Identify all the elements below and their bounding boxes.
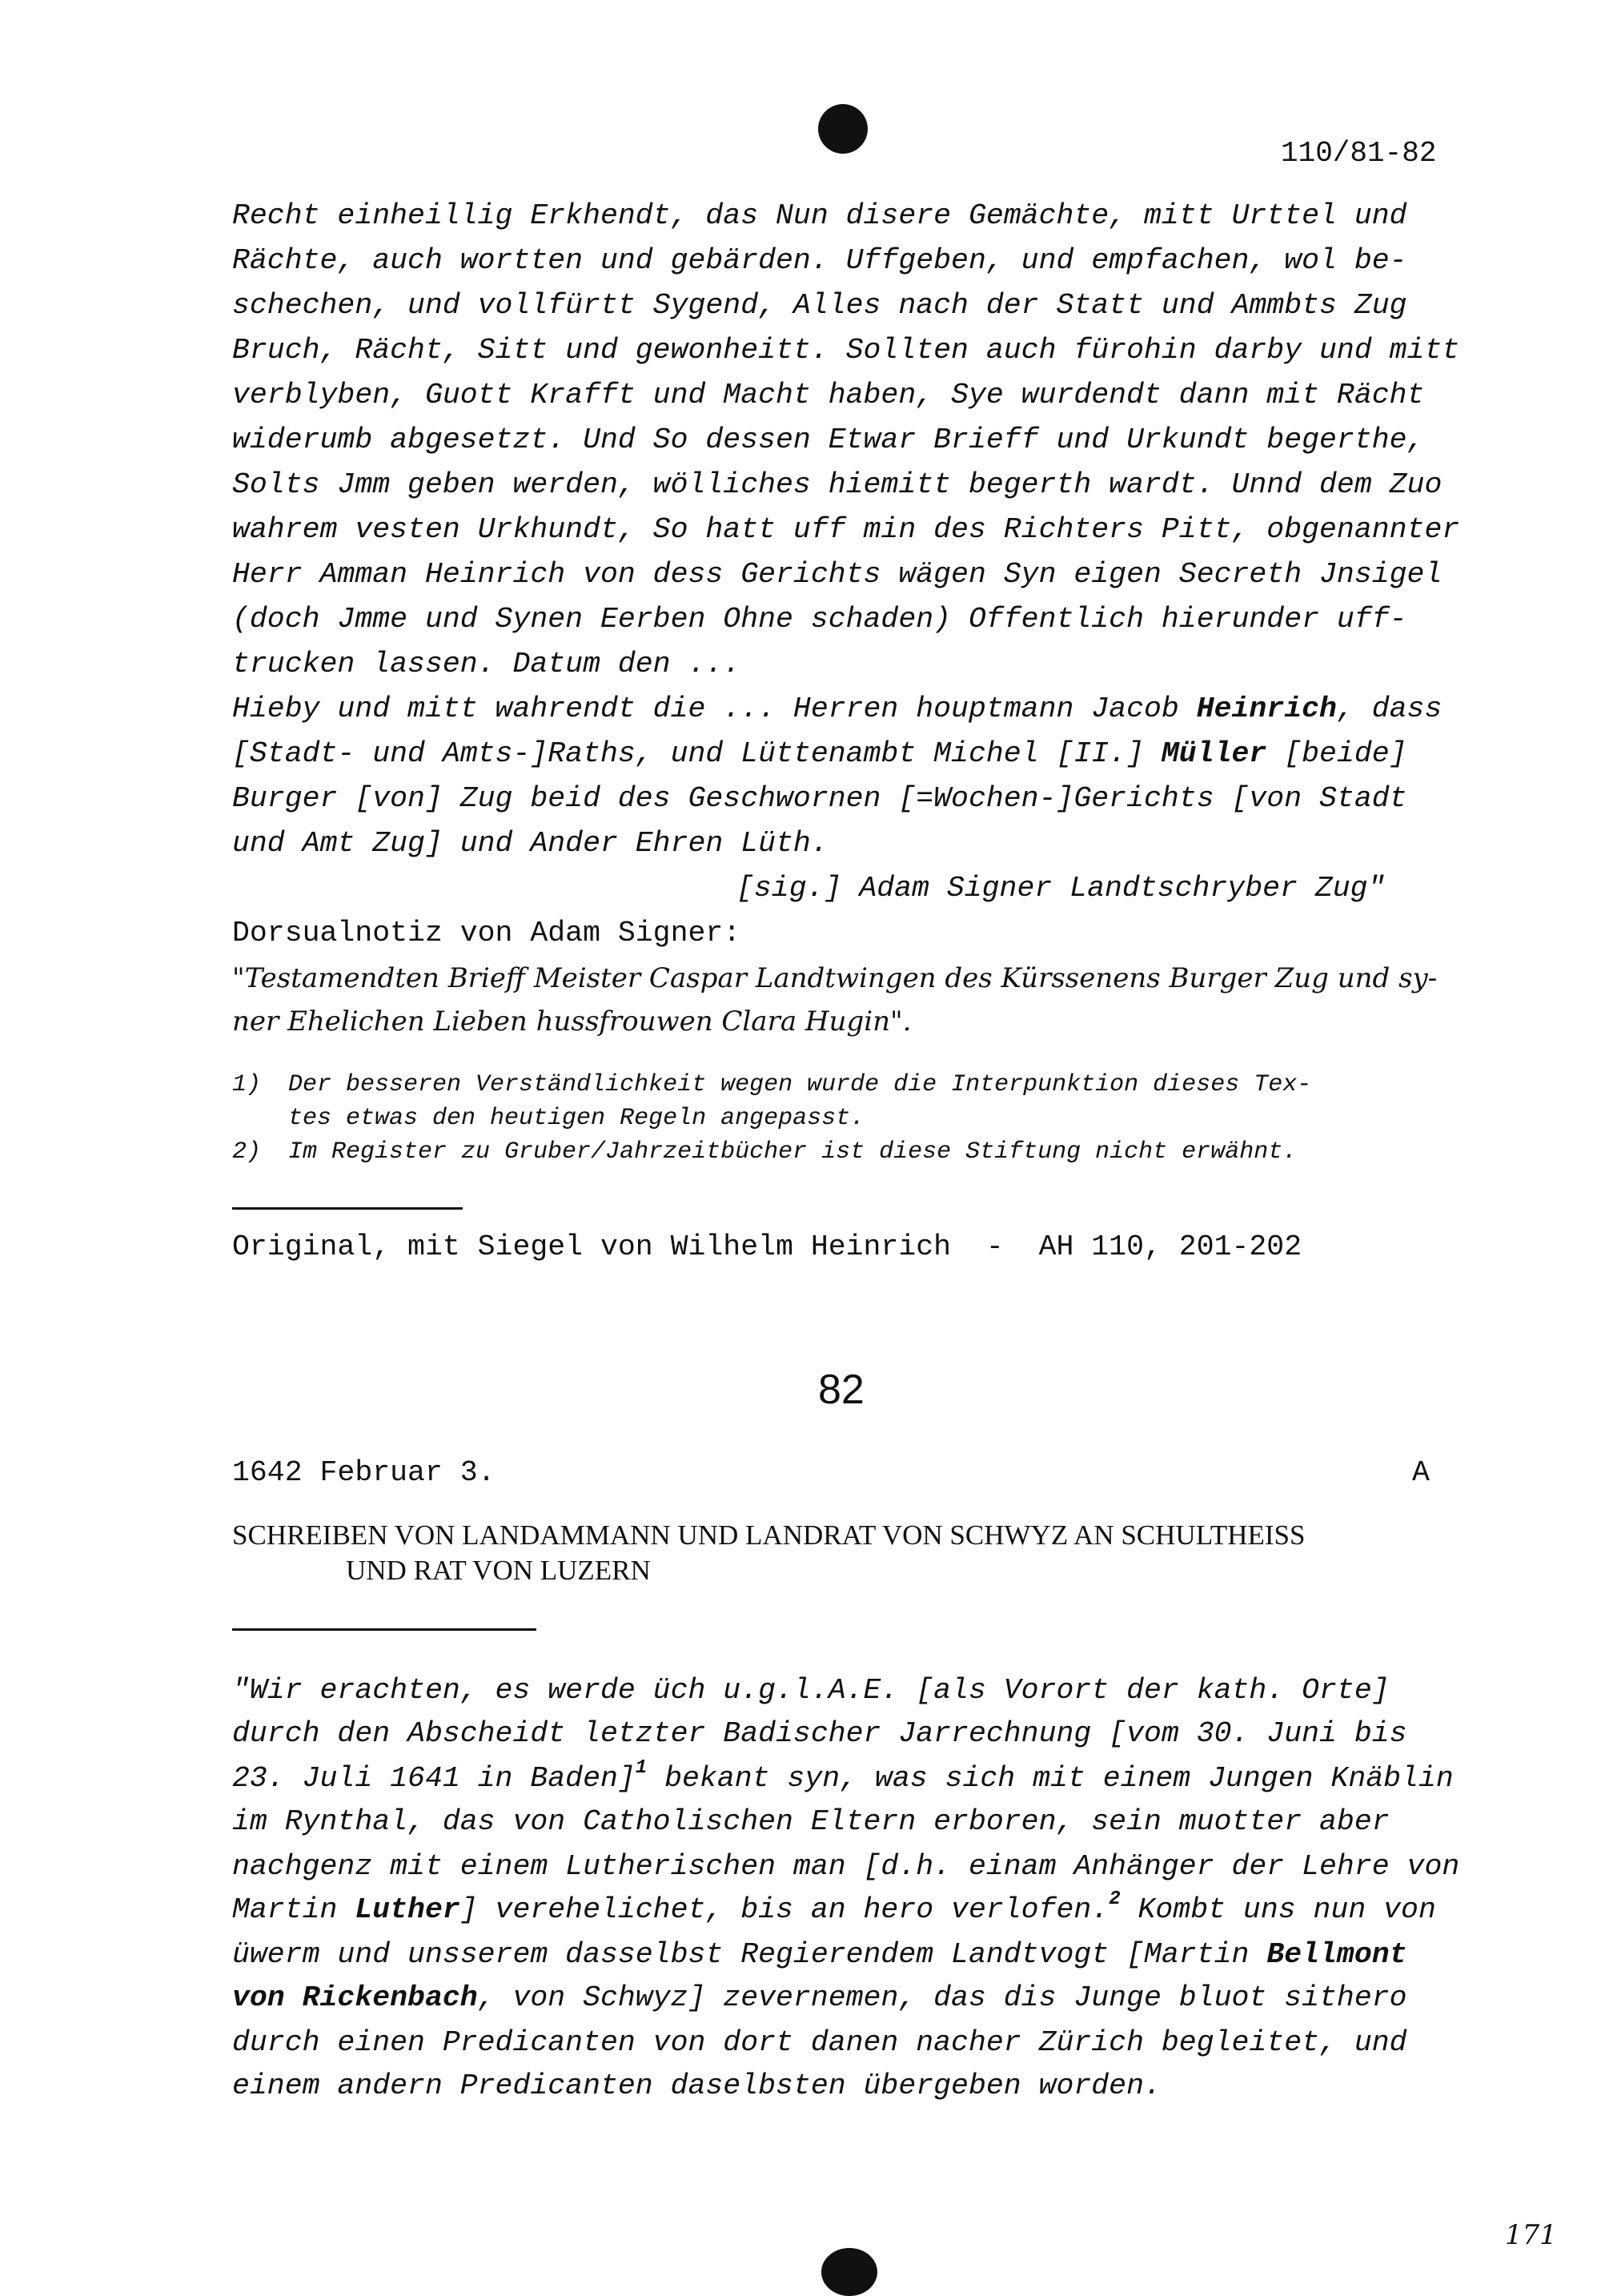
footnote-text: Im Register zu Gruber/Jahrzeitbücher ist diese Stiftung nicht erwähnt. (288, 1138, 1298, 1166)
document-heading: SCHREIBEN VON LANDAMMANN UND LANDRAT VON SCHWYZ AN SCHULTHEISS (232, 1519, 1306, 1551)
text-line: "Wir erachten, es werde üch u.g.l.A.E. [als Vorort der kath. Orte] (232, 1674, 1390, 1707)
document-date: 1642 Februar 3. (232, 1456, 496, 1489)
text-span: Kombt uns nun von (1120, 1893, 1436, 1926)
text-line: (doch Jmme und Synen Eerben Ohne schaden) Offentlich hierunder uff- (232, 603, 1407, 636)
text-span: Martin (232, 1893, 355, 1926)
text-span: [beide] (1266, 737, 1407, 770)
text-line: Solts Jmm geben werden, wölliches hiemitt begerth wardt. Unnd dem Zuo (232, 468, 1443, 501)
page-reference: 110/81-82 (1281, 137, 1437, 170)
footnote-text: tes etwas den heutigen Regeln angepasst. (288, 1105, 865, 1132)
witness-line: und Amt Zug] und Ander Ehren Lüth. (232, 827, 829, 860)
text-line: durch einen Predicanten von dort danen nacher Zürich begleitet, und (232, 2026, 1407, 2059)
document-heading: UND RAT VON LUZERN (346, 1555, 651, 1586)
footnote-ref: 1 (635, 1756, 648, 1779)
witness-line: Burger [von] Zug beid des Geschwornen [=Wochen-]Gerichts [von Stadt (232, 782, 1407, 815)
text-line: widerumb abgesetzt. Und So dessen Etwar Brieff und Urkundt begerthe, (232, 423, 1425, 456)
text-span: , dass (1336, 692, 1443, 725)
footnote-number: 1) (232, 1071, 262, 1098)
text-line: Rächte, auch wortten und gebärden. Uffgeben, und empfachen, wol be- (232, 244, 1407, 277)
text-span: 23. Juli 1641 in Baden] (232, 1762, 636, 1795)
text-line (232, 1982, 1407, 2014)
witness-line (232, 693, 1442, 725)
text-line (232, 1888, 1436, 1926)
dorsual-note-line: ner Ehelichen Lieben hussfrouwen Clara Hugin". (232, 1006, 912, 1038)
original-note: Original, mit Siegel von Wilhelm Heinrich - AH 110, 201-202 (232, 1230, 1302, 1263)
text-span: Hieby und mitt wahrendt die ... Herren houptmann Jacob (232, 692, 1197, 725)
bold-name: Bellmont (1266, 1938, 1407, 1971)
document-marker: A (1412, 1456, 1430, 1489)
bold-name: von Rickenbach (232, 1981, 478, 2014)
text-line: wahrem vesten Urkhundt, So hatt uff min des Richters Pitt, obgenannter (232, 513, 1460, 546)
text-line: im Rynthal, das von Catholischen Eltern erboren, sein muotter aber (232, 1805, 1390, 1838)
binding-mark (821, 2248, 877, 2296)
document-number: 82 (818, 1367, 865, 1413)
text-line: einem andern Predicanten daselbsten übergeben worden. (232, 2069, 1162, 2102)
signature-line: [sig.] Adam Signer Landtschryber Zug" (736, 872, 1386, 905)
footnote-text: Der besseren Verständlichkeit wegen wurde die Interpunktion dieses Tex- (288, 1071, 1312, 1098)
text-line: nachgenz mit einem Lutherischen man [d.h. einam Anhänger der Lehre von (232, 1850, 1460, 1883)
text-line: verblyben, Guott Krafft und Macht haben, Sye wurdendt dann mit Rächt (232, 379, 1425, 411)
bold-name: Müller (1161, 737, 1267, 770)
footnote-number: 2) (232, 1138, 262, 1166)
text-line: Recht einheillig Erkhendt, das Nun disere Gemächte, mitt Urttel und (232, 199, 1407, 232)
handwritten-page-number: 171 (1505, 2219, 1557, 2251)
dorsual-label: Dorsualnotiz von Adam Signer: (232, 917, 741, 949)
bold-name: Luther (355, 1893, 460, 1926)
text-line: Herr Amman Heinrich von dess Gerichts wägen Syn eigen Secreth Jnsigel (232, 558, 1443, 591)
text-span: bekant syn, was sich mit einem Jungen Knäblin (647, 1762, 1454, 1795)
text-span: üwerm und unsserem dasselbst Regierendem Landtvogt [Martin (232, 1938, 1267, 1971)
text-line: durch den Abscheidt letzter Badischer Jarrechnung [vom 30. Juni bis (232, 1717, 1407, 1750)
dorsual-note-line: "Testamendten Brieff Meister Caspar Landtwingen des Kürssenens Burger Zug und sy- (232, 962, 1438, 994)
bold-name: Heinrich (1196, 692, 1337, 725)
text-line (232, 1939, 1407, 1971)
text-line (232, 1756, 1454, 1795)
divider-rule (232, 1628, 536, 1631)
text-span: ] verehelichet, bis an hero verlofen. (459, 1893, 1109, 1926)
text-span: [Stadt- und Amts-]Raths, und Lüttenambt Michel [II.] (232, 737, 1162, 770)
text-line: Bruch, Rächt, Sitt und gewonheitt. Sollten auch fürohin darby und mitt (232, 334, 1460, 367)
divider-rule (232, 1207, 463, 1210)
text-line: trucken lassen. Datum den ... (232, 648, 741, 680)
footnote-ref: 2 (1109, 1888, 1121, 1910)
text-span: , von Schwyz] zevernemen, das dis Junge bluot sithero (477, 1981, 1407, 2014)
witness-line (232, 738, 1407, 770)
punch-hole-mark (818, 104, 868, 154)
text-line: schechen, und vollfürtt Sygend, Alles nach der Statt und Ammbts Zug (232, 289, 1407, 322)
